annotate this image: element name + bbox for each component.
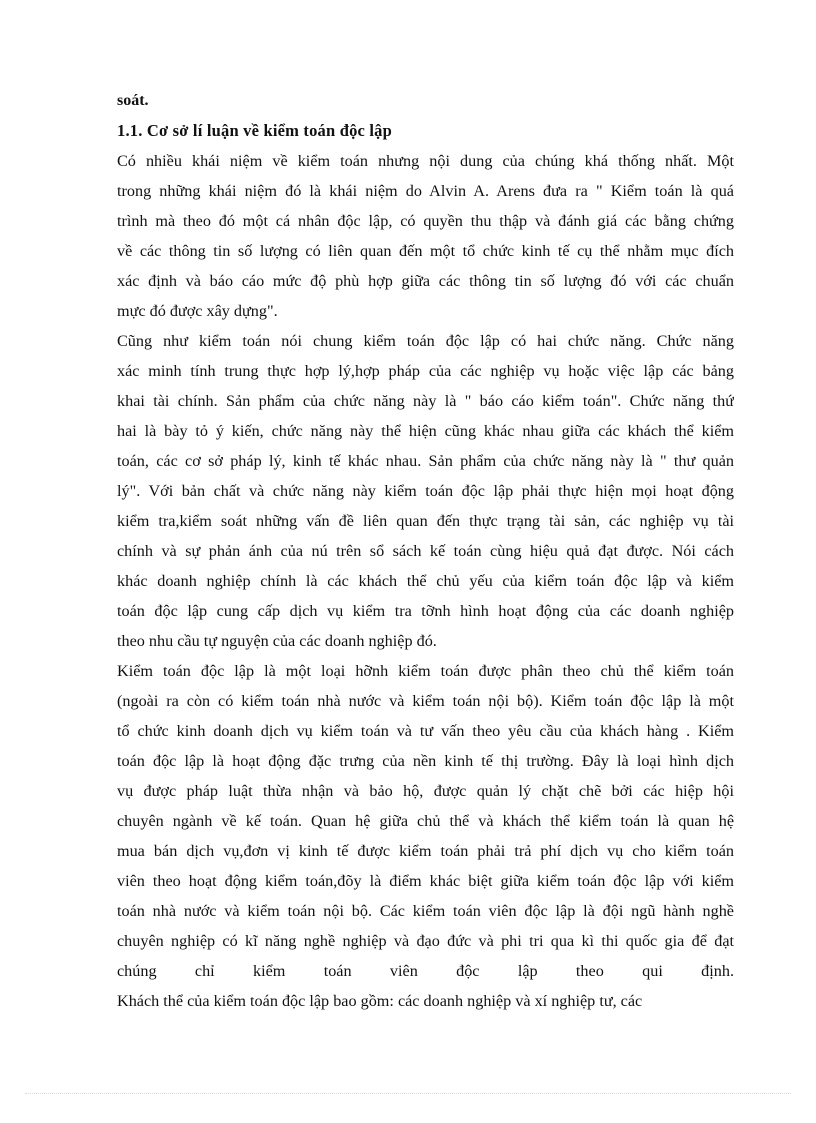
- text-line: toán nhà nước và kiểm toán nội bộ. Các kiểm toán viên độc lập là đội ngũ hành nghề: [117, 902, 734, 920]
- text-line: chuyên nghiệp có kĩ năng nghề nghiệp và đạo đức và phi tri qua kì thi quốc gia để đạt: [117, 932, 734, 950]
- text-line: Khách thể của kiểm toán độc lập bao gồm: các doanh nghiệp và xí nghiệp tư, các: [117, 992, 643, 1010]
- text-line: mua bán dịch vụ,đơn vị kinh tế được kiểm toán phải trả phí dịch vụ cho kiểm toán: [117, 842, 734, 860]
- text-line: chính và sự phản ánh của nú trên sổ sách kế toán cùng hiệu quả đạt được. Nói cách: [117, 542, 734, 560]
- text-line: kiểm tra,kiểm soát những vấn đề liên quan đến thực trạng tài sản, các nghiệp vụ tài: [117, 512, 734, 530]
- text-line: toán độc lập là hoạt động đặc trưng của nền kinh tế thị trường. Đây là loại hình dịch: [117, 752, 734, 770]
- paragraph-2: [117, 326, 734, 656]
- lead-text: soát.: [117, 92, 149, 109]
- text-line: viên theo hoạt động kiểm toán,đõy là điểm khác biệt giữa kiểm toán độc lập với kiểm: [117, 872, 734, 890]
- text-line: chúng chỉ kiểm toán viên độc lập theo qui định.: [117, 962, 734, 980]
- text-line: Có nhiều khái niệm về kiểm toán nhưng nội dung của chúng khá thống nhất. Một: [117, 152, 734, 170]
- text-line: khai tài chính. Sản phẩm của chức năng này là " báo cáo kiểm toán". Chức năng thứ: [117, 392, 734, 410]
- document-page: [117, 86, 734, 1016]
- text-line: theo nhu cầu tự nguyện của các doanh nghiệp đó.: [117, 632, 437, 650]
- text-line: Kiểm toán độc lập là một loại hỡnh kiểm toán được phân theo chủ thể kiểm toán: [117, 662, 734, 680]
- text-line: trong những khái niệm đó là khái niệm do Alvin A. Arens đưa ra " Kiểm toán là quá: [117, 182, 734, 200]
- page-bottom-divider: [25, 1093, 791, 1094]
- text-line: Cũng như kiểm toán nói chung kiểm toán độc lập có hai chức năng. Chức năng: [117, 332, 734, 350]
- text-line: toán, các cơ sở pháp lý, kinh tế khác nhau. Sản phẩm của chức năng này là " thư quản: [117, 452, 734, 470]
- text-line: hai là bày tỏ ý kiến, chức năng này thể hiện cũng khác nhau giữa các khách thể kiểm: [117, 422, 734, 440]
- text-line: chuyên ngành về kế toán. Quan hệ giữa chủ thể và khách thể kiểm toán là quan hệ: [117, 812, 734, 830]
- text-line: lý". Với bản chất và chức năng này kiểm toán độc lập phải thực hiện mọi hoạt động: [117, 482, 734, 500]
- paragraph-3: [117, 656, 734, 1016]
- text-line: khác doanh nghiệp chính là các khách thể chủ yếu của kiểm toán độc lập và kiểm: [117, 572, 734, 590]
- text-line: mực đó được xây dựng".: [117, 302, 278, 320]
- text-line: (ngoài ra còn có kiểm toán nhà nước và kiểm toán nội bộ). Kiểm toán độc lập là một: [117, 692, 734, 710]
- text-line: xác định và báo cáo mức độ phù hợp giữa các thông tin số lượng đó với các chuẩn: [117, 272, 734, 290]
- text-line: toán độc lập cung cấp dịch vụ kiểm tra tỡnh hình hoạt động của các doanh nghiệp: [117, 602, 734, 620]
- paragraph-1: [117, 146, 734, 326]
- text-line: tổ chức kinh doanh dịch vụ kiểm toán và tư vấn theo yêu cầu của khách hàng . Kiểm: [117, 722, 734, 740]
- text-line: về các thông tin số lượng có liên quan đến một tổ chức kinh tế cụ thể nhằm mục đích: [117, 242, 734, 260]
- text-line: xác minh tính trung thực hợp lý,hợp pháp của các nghiệp vụ hoặc việc lập các bảng: [117, 362, 734, 380]
- section-heading: 1.1. Cơ sở lí luận về kiểm toán độc lập: [117, 121, 392, 140]
- text-line: vụ được pháp luật thừa nhận và bảo hộ, được quản lý chặt chẽ bởi các hiệp hội: [117, 782, 734, 800]
- text-line: trình mà theo đó một cá nhân độc lập, có quyền thu thập và đánh giá các bằng chứng: [117, 212, 734, 230]
